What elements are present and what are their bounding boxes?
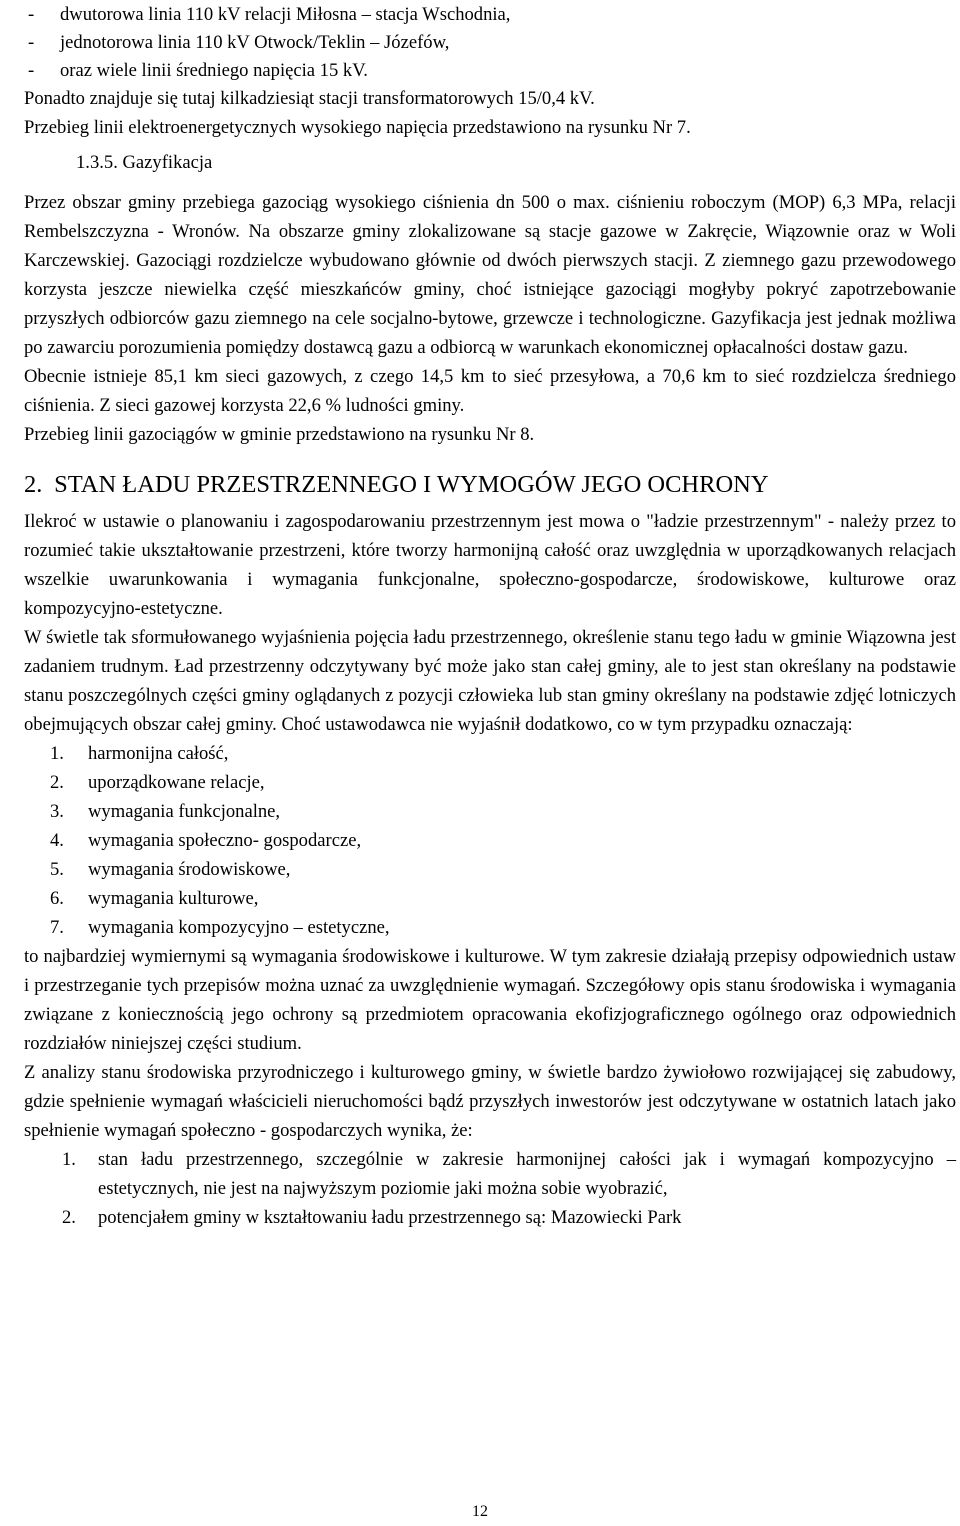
list-number: 4.	[50, 830, 64, 851]
list-item	[24, 826, 956, 855]
paragraph-analysis-conclusion: Z analizy stanu środowiska przyrodniczego i kulturowego gminy, w świetle bardzo żywiołowo rozwijającej się zabudowy, gdzie spełnienie wymagań właścicieli nieruchomości bądź przyszłych inwestorów jest odczytywane w ostatnich latach jako spełnienie wymagań społeczno - gospodarczych wynika, że:	[24, 1062, 956, 1141]
paragraph-spatial-order-assessment: W świetle tak sformułowanego wyjaśnienia pojęcia ładu przestrzennego, określenie stanu tego ładu w gminie Wiązowna jest zadaniem trudnym. Ład przestrzenny odczytywany być może jako stan całej gminy, ale to jest stan określany na podstawie stanu poszczególnych części gminy oglądanych z pozycji człowieka lub stan gminy określany na podstawie zdjęć lotniczych obejmujących obszar całej gminy. Choć ustawodawca nie wyjaśnił dodatkowo, co w tym przypadku oznaczają:	[24, 627, 956, 735]
list-number: 2.	[62, 1207, 76, 1228]
requirements-list	[24, 739, 956, 942]
list-item-text: oraz wiele linii średniego napięcia 15 kV.	[60, 60, 368, 81]
list-item-text: wymagania społeczno- gospodarcze,	[88, 830, 362, 851]
paragraph-transformers: Ponadto znajduje się tutaj kilkadziesiąt stacji transformatorowych 15/0,4 kV.	[24, 88, 595, 109]
list-number: 2.	[50, 772, 64, 793]
power-lines-list	[24, 0, 956, 84]
dash-bullet: -	[28, 4, 35, 25]
paragraph-spatial-order-definition: Ilekroć w ustawie o planowaniu i zagospodarowaniu przestrzennym jest mowa o "ładzie przestrzennym" - należy przez to rozumieć takie ukształtowanie przestrzeni, które tworzy harmonijną całość oraz uwzględnia w uporządkowanych relacjach wszelkie uwarunkowania i wymagania funkcjonalne, społeczno-gospodarcze, środowiskowe, kulturowe oraz kompozycyjno-estetyczne.	[24, 511, 956, 619]
list-number: 5.	[50, 859, 64, 880]
list-item-text: potencjałem gminy w kształtowaniu ładu przestrzennego są: Mazowiecki Park	[98, 1207, 682, 1228]
list-item	[24, 739, 956, 768]
list-number: 1.	[62, 1149, 76, 1170]
list-number: 7.	[50, 917, 64, 938]
paragraph-gas-route: Przebieg linii gazociągów w gminie przedstawiono na rysunku Nr 8.	[24, 424, 535, 445]
list-item-text: uporządkowane relacje,	[88, 772, 265, 793]
list-item-text: jednotorowa linia 110 kV Otwock/Teklin – Józefów,	[60, 32, 450, 53]
list-item	[24, 797, 956, 826]
section-number: 2.	[24, 471, 43, 498]
paragraph-measurable-requirements: to najbardziej wymiernymi są wymagania środowiskowe i kulturowe. W tym zakresie działają przepisy odpowiednich ustaw i przestrzeganie tych przepisów można uznać za uwzględnienie wymagań. Szczegółowy opis stanu środowiska i wymagania związane z koniecznością jego ochrony są przedmiotem opracowania ekofizjograficznego ogólnego oraz odpowiednich rozdziałów niniejszej części studium.	[24, 946, 956, 1054]
paragraph-gas-stats: Obecnie istnieje 85,1 km sieci gazowych, z czego 14,5 km to sieć przesyłowa, a 70,6 km to sieć rozdzielcza średniego ciśnienia. Z sieci gazowej korzysta 22,6 % ludności gminy.	[24, 366, 956, 416]
paragraph-power-route: Przebieg linii elektroenergetycznych wysokiego napięcia przedstawiono na rysunku Nr 7.	[24, 117, 691, 138]
list-item	[24, 913, 956, 942]
section-title: STAN ŁADU PRZESTRZENNEGO I WYMOGÓW JEGO OCHRONY	[54, 471, 769, 498]
list-number: 3.	[50, 801, 64, 822]
list-item-text: dwutorowa linia 110 kV relacji Miłosna – stacja Wschodnia,	[60, 4, 511, 25]
list-item	[24, 884, 956, 913]
conclusions-list	[24, 1145, 956, 1232]
list-item	[24, 768, 956, 797]
list-item-text: stan ładu przestrzennego, szczególnie w zakresie harmonijnej całości jak i wymagań kompozycyjno – estetycznych, nie jest na najwyższym poziomie jaki można sobie wyobrazić,	[98, 1149, 956, 1199]
list-item-text: harmonijna całość,	[88, 743, 229, 764]
page-number: 12	[472, 1503, 488, 1520]
list-item-text: wymagania kompozycyjno – estetyczne,	[88, 917, 390, 938]
list-number: 6.	[50, 888, 64, 909]
list-item-text: wymagania kulturowe,	[88, 888, 259, 909]
dash-bullet: -	[28, 60, 35, 81]
list-number: 1.	[50, 743, 64, 764]
subsection-heading: 1.3.5. Gazyfikacja	[76, 152, 213, 173]
document-page	[24, 0, 956, 1232]
list-item	[24, 0, 956, 28]
list-item	[24, 855, 956, 884]
section-heading	[24, 463, 956, 507]
list-item	[24, 28, 956, 56]
list-item-text: wymagania środowiskowe,	[88, 859, 291, 880]
list-item	[24, 1145, 956, 1203]
dash-bullet: -	[28, 32, 35, 53]
list-item	[24, 56, 956, 84]
list-item	[24, 1203, 956, 1232]
list-item-text: wymagania funkcjonalne,	[88, 801, 281, 822]
paragraph-gas-network: Przez obszar gminy przebiega gazociąg wysokiego ciśnienia dn 500 o max. ciśnieniu roboczym (MOP) 6,3 MPa, relacji Rembelszczyzna - Wronów. Na obszarze gminy zlokalizowane są stacje gazowe w Zakręcie, Wiązownie oraz w Woli Karczewskiej. Gazociągi rozdzielcze wybudowano głównie od dwóch pierwszych stacji. Z ziemnego gazu przewodowego korzysta jeszcze niewielka część mieszkańców gminy, choć istniejące gazociągi mogłyby pokryć zapotrzebowanie przyszłych odbiorców gazu ziemnego na cele socjalno-bytowe, grzewcze i technologiczne. Gazyfikacja jest jednak możliwa po zawarciu porozumienia pomiędzy dostawcą gazu a odbiorcą w warunkach ekonomicznej opłacalności dostaw gazu.	[24, 192, 956, 358]
